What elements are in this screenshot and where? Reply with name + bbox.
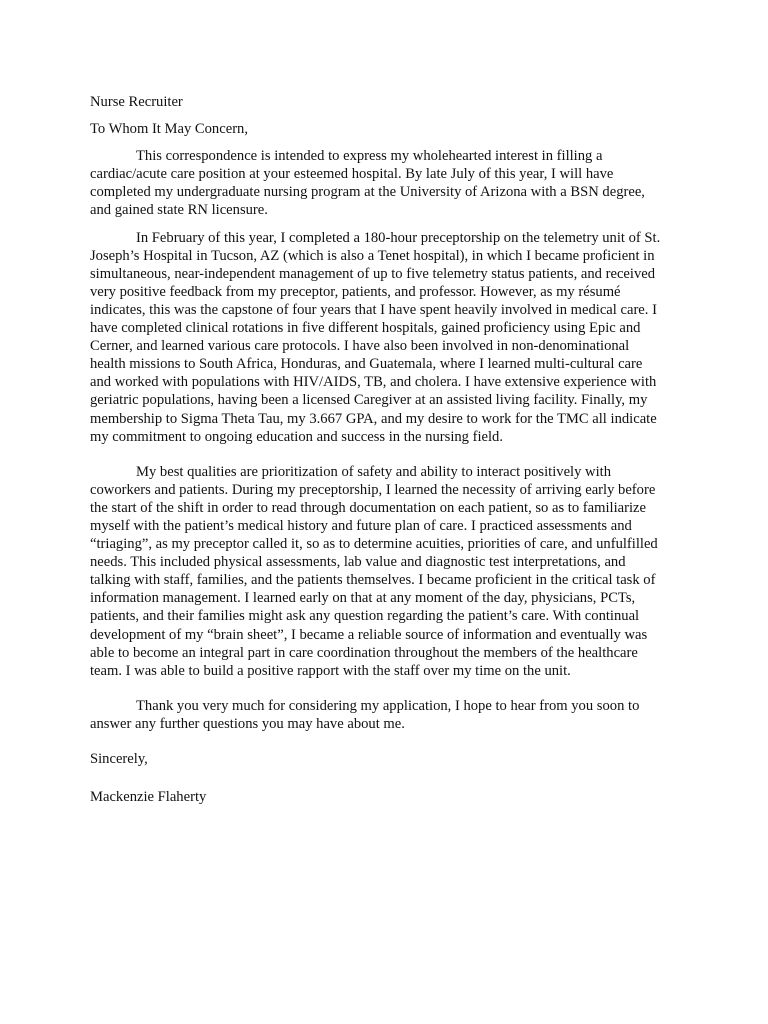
cover-letter xyxy=(90,93,700,806)
paragraph-line: information management. I learned early on that at any moment of the day, physicians, PCTs, xyxy=(90,590,636,607)
paragraph-line: very positive feedback from my preceptor, patients, and professor. However, as my résumé xyxy=(90,283,621,300)
paragraph-line: membership to Sigma Theta Tau, my 3.667 GPA, and my desire to work for the TMC all indicate xyxy=(90,410,657,427)
paragraph-line: “triaging”, as my preceptor called it, so as to determine acuities, priorities of care, and unfulfilled xyxy=(90,536,658,553)
paragraph-line: answer any further questions you may have about me. xyxy=(90,715,405,732)
paragraph-line: development of my “brain sheet”, I became a reliable source of information and eventually was xyxy=(90,626,648,643)
paragraph-line: and gained state RN licensure. xyxy=(90,202,268,219)
paragraph-qualities xyxy=(90,463,700,680)
salutation: To Whom It May Concern, xyxy=(90,121,248,138)
paragraph-line: needs. This included physical assessments, lab value and diagnostic test interpretations, and xyxy=(90,554,626,571)
paragraph-line: simultaneous, near-independent management of up to five telemetry status patients, and received xyxy=(90,265,656,282)
paragraph-line: cardiac/acute care position at your esteemed hospital. By late July of this year, I will have xyxy=(90,166,614,183)
paragraph-line: and worked with populations with HIV/AIDS, TB, and cholera. I have extensive experience with xyxy=(90,374,657,391)
paragraph-line: the start of the shift in order to read through documentation on each patient, so as to familiarize xyxy=(90,499,647,516)
paragraph-line: able to become an integral part in care coordination throughout the members of the healthcare xyxy=(90,644,638,661)
signature-name: Mackenzie Flaherty xyxy=(90,789,207,806)
paragraph-line: In February of this year, I completed a 180-hour preceptorship on the telemetry unit of St. xyxy=(136,229,661,246)
recipient-title: Nurse Recruiter xyxy=(90,94,183,110)
paragraph-line: My best qualities are prioritization of safety and ability to interact positively with xyxy=(136,463,611,480)
paragraph-thanks xyxy=(90,697,700,733)
paragraph-interest xyxy=(90,147,700,219)
paragraph-line: team. I was able to build a positive rapport with the staff over my time on the unit. xyxy=(90,662,571,679)
paragraph-line: my commitment to ongoing education and success in the nursing field. xyxy=(90,428,504,445)
paragraph-line: have completed clinical rotations in five different hospitals, gained proficiency using Epic and xyxy=(90,320,641,337)
paragraph-line: coworkers and patients. During my preceptorship, I learned the necessity of arriving early before xyxy=(90,481,656,498)
paragraph-line: completed my undergraduate nursing program at the University of Arizona with a BSN degree, xyxy=(90,184,645,201)
paragraph-line: patients, and their families might ask any question regarding the patient’s care. With continual xyxy=(90,608,640,625)
closing: Sincerely, xyxy=(90,751,148,767)
paragraph-line: health missions to South Africa, Honduras, and Guatemala, where I learned multi-cultural care xyxy=(90,356,643,373)
paragraph-line: indicates, this was the capstone of four years that I have spent heavily involved in medical care. I xyxy=(90,301,657,318)
paragraph-line: geriatric populations, having been a licensed Caregiver at an assisted living facility. Finally, my xyxy=(90,392,648,409)
paragraph-line: This correspondence is intended to express my wholehearted interest in filling a xyxy=(136,148,603,165)
paragraph-line: talking with staff, families, and the patients themselves. I became proficient in the critical task of xyxy=(90,572,656,589)
paragraph-line: Joseph’s Hospital in Tucson, AZ (which is also a Tenet hospital), in which I became proficient in xyxy=(90,247,655,264)
paragraph-line: Thank you very much for considering my application, I hope to hear from you soon to xyxy=(136,697,640,714)
paragraph-line: myself with the patient’s medical history and future plan of care. I practiced assessments and xyxy=(90,517,632,534)
paragraph-experience xyxy=(90,229,700,446)
paragraph-line: Cerner, and learned various care protocols. I have also been involved in non-denominational xyxy=(90,338,630,355)
